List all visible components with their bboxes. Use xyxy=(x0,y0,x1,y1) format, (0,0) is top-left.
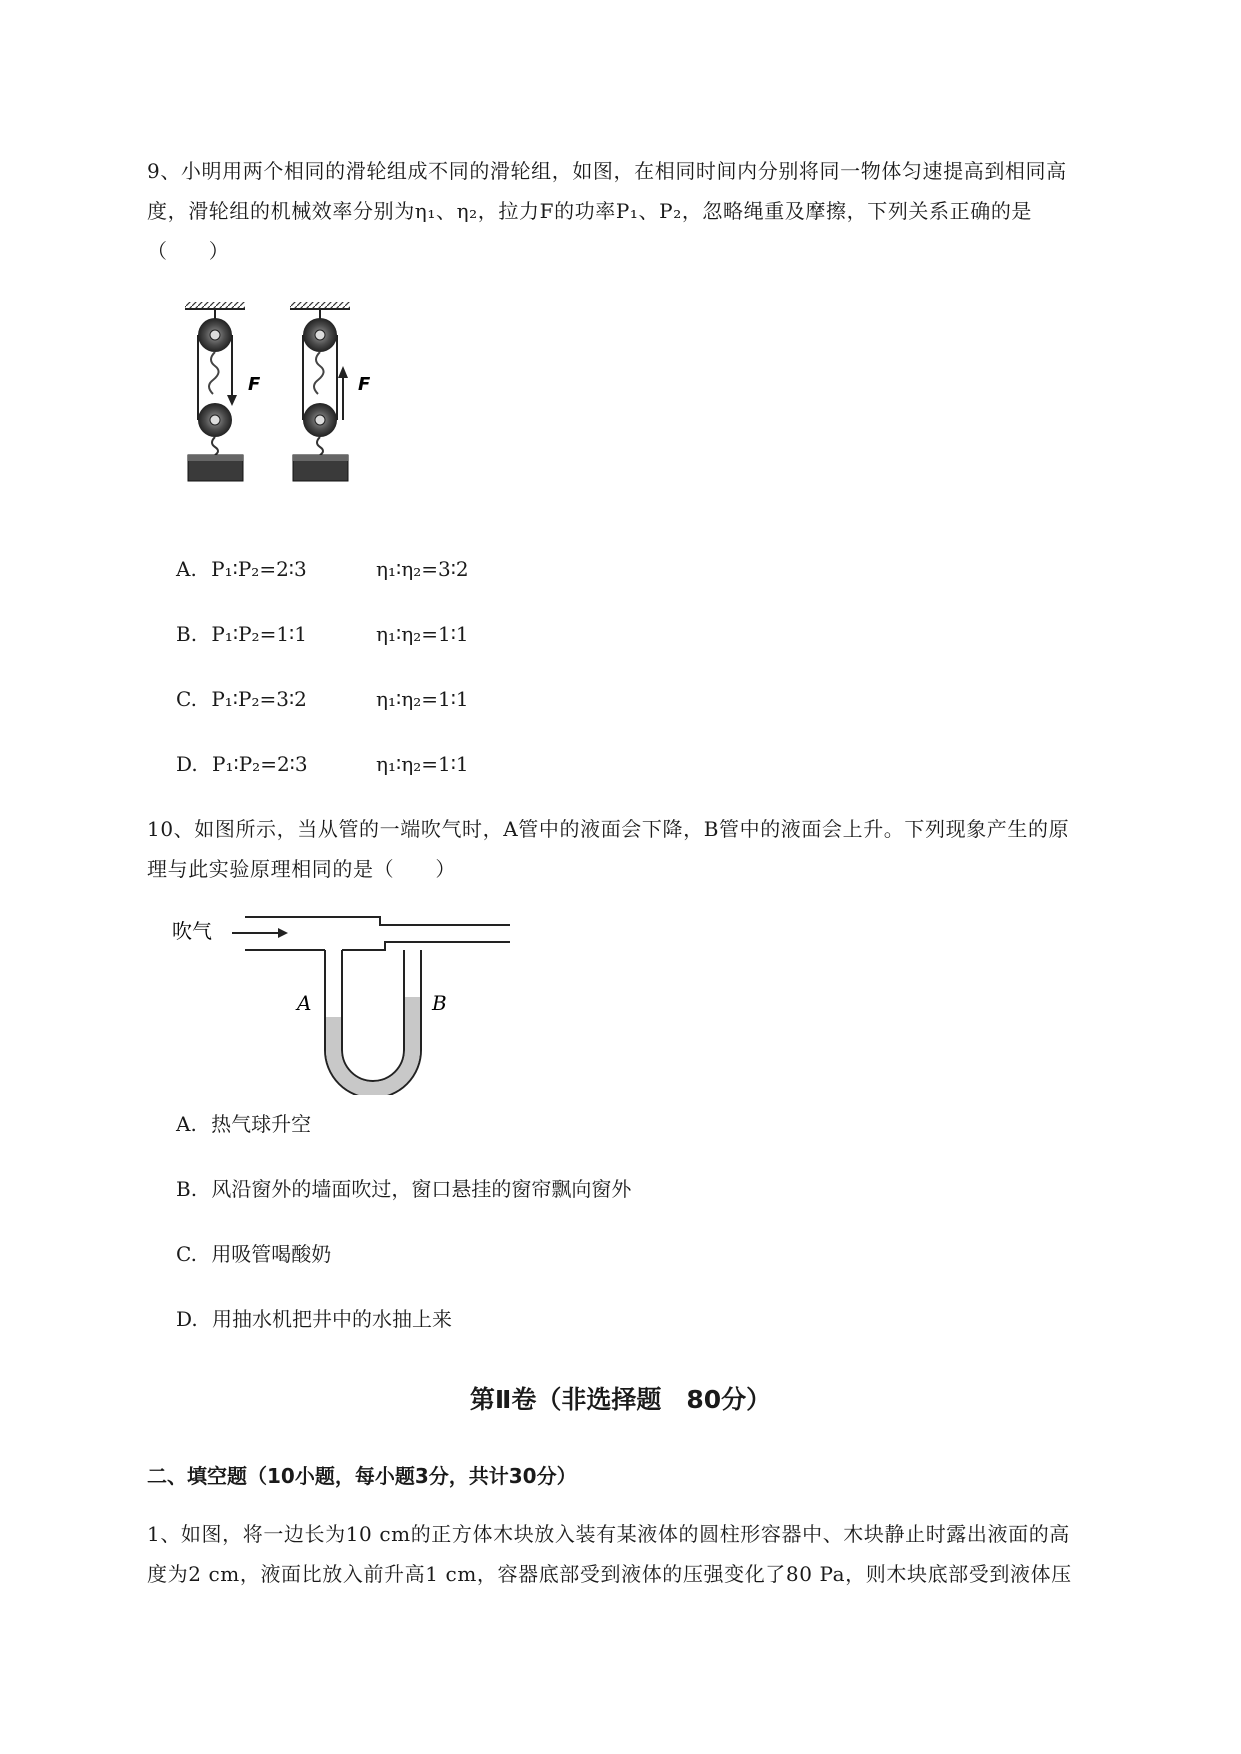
option-text: 热气球升空 xyxy=(211,1112,312,1136)
fill1-line-2: 度为2 cm，液面比放入前升高1 cm，容器底部受到液体的压强变化了80 Pa，则木块底部受到液体压 xyxy=(147,1562,1072,1586)
option-efficiency-ratio: η₁∶η₂=1∶1 xyxy=(376,687,469,711)
blow-label: 吹气 xyxy=(172,919,212,943)
option-letter: A. xyxy=(176,557,197,581)
q9-option-a[interactable] xyxy=(176,555,469,583)
q9-option-c[interactable] xyxy=(176,685,469,713)
option-letter: D. xyxy=(176,1307,198,1331)
tube-a-label: A xyxy=(297,991,312,1015)
option-text: 风沿窗外的墙面吹过，窗口悬挂的窗帘飘向窗外 xyxy=(211,1177,632,1201)
option-letter: D. xyxy=(176,752,198,776)
option-letter: C. xyxy=(176,687,197,711)
option-power-ratio: P₁∶P₂=3∶2 xyxy=(211,687,307,711)
option-power-ratio: P₁∶P₂=2∶3 xyxy=(211,557,307,581)
option-efficiency-ratio: η₁∶η₂=1∶1 xyxy=(376,622,469,646)
q10-option-c[interactable] xyxy=(176,1240,331,1268)
option-efficiency-ratio: η₁∶η₂=3∶2 xyxy=(376,557,469,581)
tube-b-label: B xyxy=(432,991,447,1015)
force-label-right: F xyxy=(358,374,371,395)
option-letter: B. xyxy=(176,1177,198,1201)
option-power-ratio: P₁∶P₂=2∶3 xyxy=(212,752,308,776)
option-text: 用抽水机把井中的水抽上来 xyxy=(212,1307,453,1331)
u-tube-figure xyxy=(170,905,520,1095)
option-letter: C. xyxy=(176,1242,197,1266)
q10-stem-line-1: 10、如图所示，当从管的一端吹气时，A管中的液面会下降，B管中的液面会上升。下列现象产生的原 xyxy=(147,817,1070,841)
option-letter: B. xyxy=(176,622,198,646)
q10-option-a[interactable] xyxy=(176,1110,311,1138)
q10-stem-line-2: 理与此实验原理相同的是（ ） xyxy=(147,857,456,881)
q9-option-b[interactable] xyxy=(176,620,469,648)
option-efficiency-ratio: η₁∶η₂=1∶1 xyxy=(376,752,469,776)
option-power-ratio: P₁∶P₂=1∶1 xyxy=(211,622,307,646)
part2-title: 第Ⅱ卷（非选择题 80分） xyxy=(469,1385,772,1414)
pulley-figure xyxy=(180,300,380,520)
q9-stem-line-3: （ ） xyxy=(147,239,230,263)
q9-option-d[interactable] xyxy=(176,750,469,778)
pulley-left xyxy=(185,302,245,481)
q10-option-b[interactable] xyxy=(176,1175,631,1203)
q9-stem-line-1: 9、小明用两个相同的滑轮组成不同的滑轮组，如图，在相同时间内分别将同一物体匀速提高到相同高 xyxy=(147,159,1067,183)
option-letter: A. xyxy=(176,1112,197,1136)
option-text: 用吸管喝酸奶 xyxy=(211,1242,332,1266)
force-label-left: F xyxy=(248,374,261,395)
q9-stem-line-2: 度，滑轮组的机械效率分别为η₁、η₂，拉力F的功率P₁、P₂，忽略绳重及摩擦，下列关系正确的是 xyxy=(147,199,1033,223)
section2-title: 二、填空题（10小题，每小题3分，共计30分） xyxy=(147,1464,577,1488)
q10-option-d[interactable] xyxy=(176,1305,452,1333)
fill1-line-1: 1、如图，将一边长为10 cm的正方体木块放入装有某液体的圆柱形容器中、木块静止时露出液面的高 xyxy=(147,1522,1070,1546)
pulley-right xyxy=(290,302,350,481)
